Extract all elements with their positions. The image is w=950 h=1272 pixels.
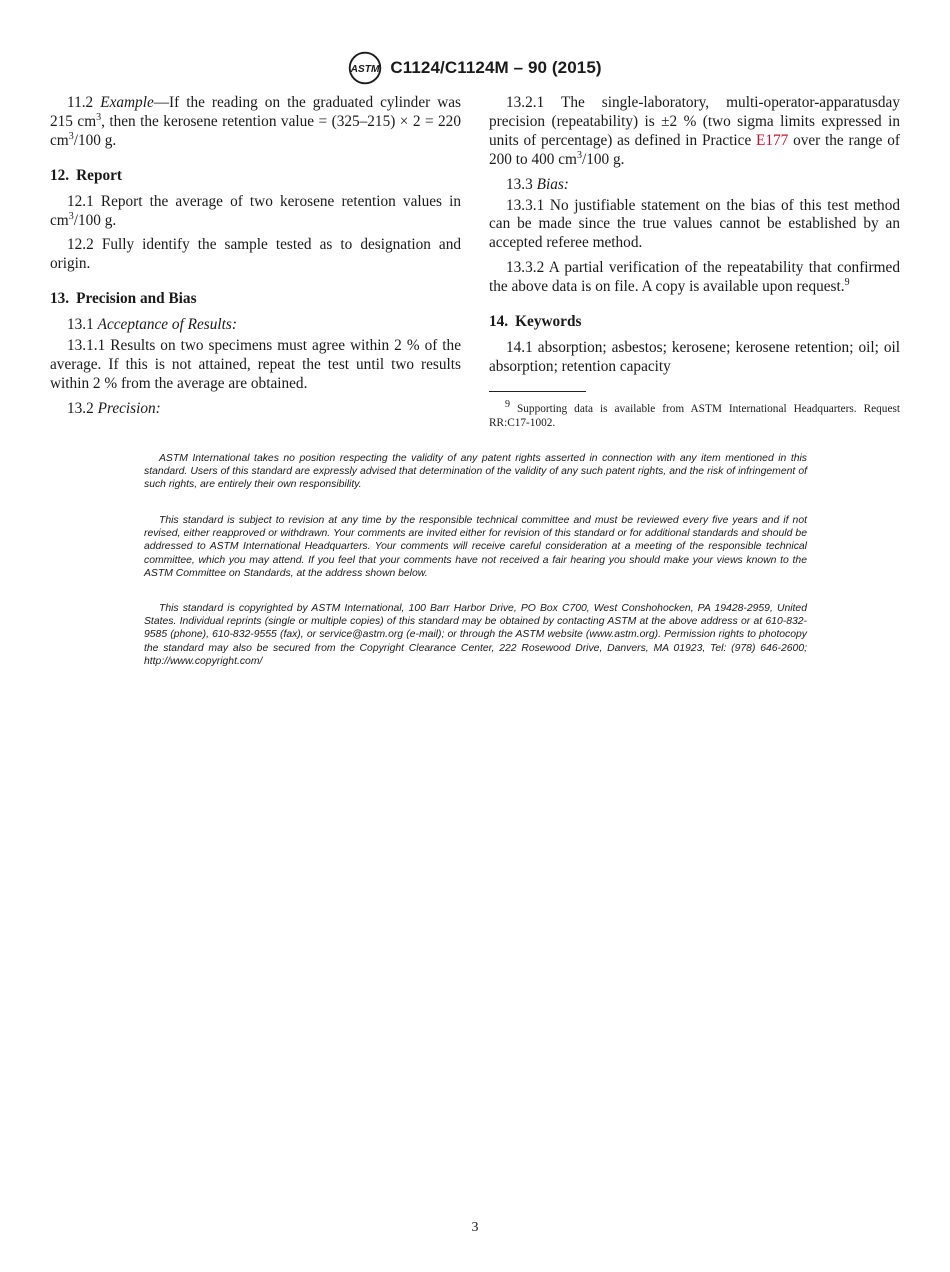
paragraph-12-1: 12.1 Report the average of two kerosene retention values in $cm^3/100$ g.: [50, 192, 461, 229]
logo-text: ASTM: [350, 63, 380, 75]
paragraph-13-3-2: 13.3.2 A partial verification of the repeatability that confirmed the above data is on file. A copy is available upon request.$^9$: [489, 259, 900, 296]
paragraph-13-2-1: 13.2.1 The single-laboratory, multi-operator-apparatusday precision (repeatability) is ±2 % (two sigma limits expressed in units of percentage) as defined in Practice E177 over the range of 200 to 400 $cm^3/100$ g.: [489, 94, 900, 168]
paragraph-12-2: 12.2 Fully identify the sample tested as to designation and origin.: [50, 236, 461, 273]
paragraph-13-3: 13.3 Bias:: [506, 175, 569, 193]
section-heading-precision-bias: 13. Precision and Bias: [50, 290, 197, 308]
paragraph-13-1-1: 13.1.1 Results on two specimens must agree within 2 % of the average. If this is not attained, repeat the test until two results within 2 % from the average are obtained.: [50, 337, 461, 392]
legal-notice-copyright: This standard is copyrighted by ASTM International, 100 Barr Harbor Drive, PO Box C700, West Conshohocken, PA 19428-2959, United States. Individual reprints (single or multiple copies) of this standard may be obtained by contacting ASTM at the above address or at 610-832-9585 (phone), 610-832-9555 (fax), or service@astm.org (e-mail); or through the ASTM website (www.astm.org). Permission rights to photocopy the standard may also be secured from the Copyright Clearance Center, 222 Rosewood Drive, Danvers, MA 01923, Tel: (978) 646-2600; http://www.copyright.com/: [144, 603, 807, 667]
legal-notice-revision: This standard is subject to revision at any time by the responsible technical committee and must be reviewed every five years and if not revised, either reapproved or withdrawn. Your comments are invited either for revision of this standard or for additional standards and should be addressed to ASTM International Headquarters. Your comments will receive careful consideration at a meeting of the responsible technical committee, which you may attend. If you feel that your comments have not received a fair hearing you should make your views known to the ASTM Committee on Standards, at the address shown below.: [144, 515, 807, 579]
paragraph-13-2: 13.2 Precision:: [67, 399, 161, 417]
document-designation: C1124/C1124M – 90 (2015): [390, 58, 602, 77]
legal-notice-patents: ASTM International takes no position respecting the validity of any patent rights asserted in connection with any item mentioned in this standard. Users of this standard are expressly advised that determination of the validity of any such patent rights, and the risk of infringement of such rights, are entirely their own responsibility.: [144, 453, 807, 491]
paragraph-14-1: 14.1 absorption; asbestos; kerosene; kerosene retention; oil; oil absorption; retention capacity: [489, 338, 900, 375]
paragraph-11-2: 11.2 Example—If the reading on the graduated cylinder was 215 $cm^3$, then the kerosene retention value = (325–215) × 2 = 220 $cm^3/100$ g.: [50, 94, 462, 149]
page-header: [0, 50, 950, 86]
page-number: 3: [471, 1220, 479, 1235]
footnote-9: $^9$ Supporting data is available from ASTM International Headquarters. Request RR:C17-1002.: [489, 399, 900, 429]
right-column: [489, 94, 900, 436]
footnote-divider: [489, 391, 586, 392]
left-column: [50, 94, 461, 425]
astm-logo-icon: [348, 51, 382, 85]
paragraph-13-3-1: 13.3.1 No justifiable statement on the bias of this test method can be made since the true values cannot be established by an accepted referee method.: [489, 196, 901, 252]
reference-link-e177[interactable]: E177: [756, 131, 789, 149]
section-heading-report: 12. Report: [50, 166, 123, 184]
section-heading-keywords: 14. Keywords: [489, 313, 582, 331]
footnote-marker: 9: [844, 277, 850, 289]
paragraph-13-1: 13.1 Acceptance of Results:: [67, 316, 237, 334]
